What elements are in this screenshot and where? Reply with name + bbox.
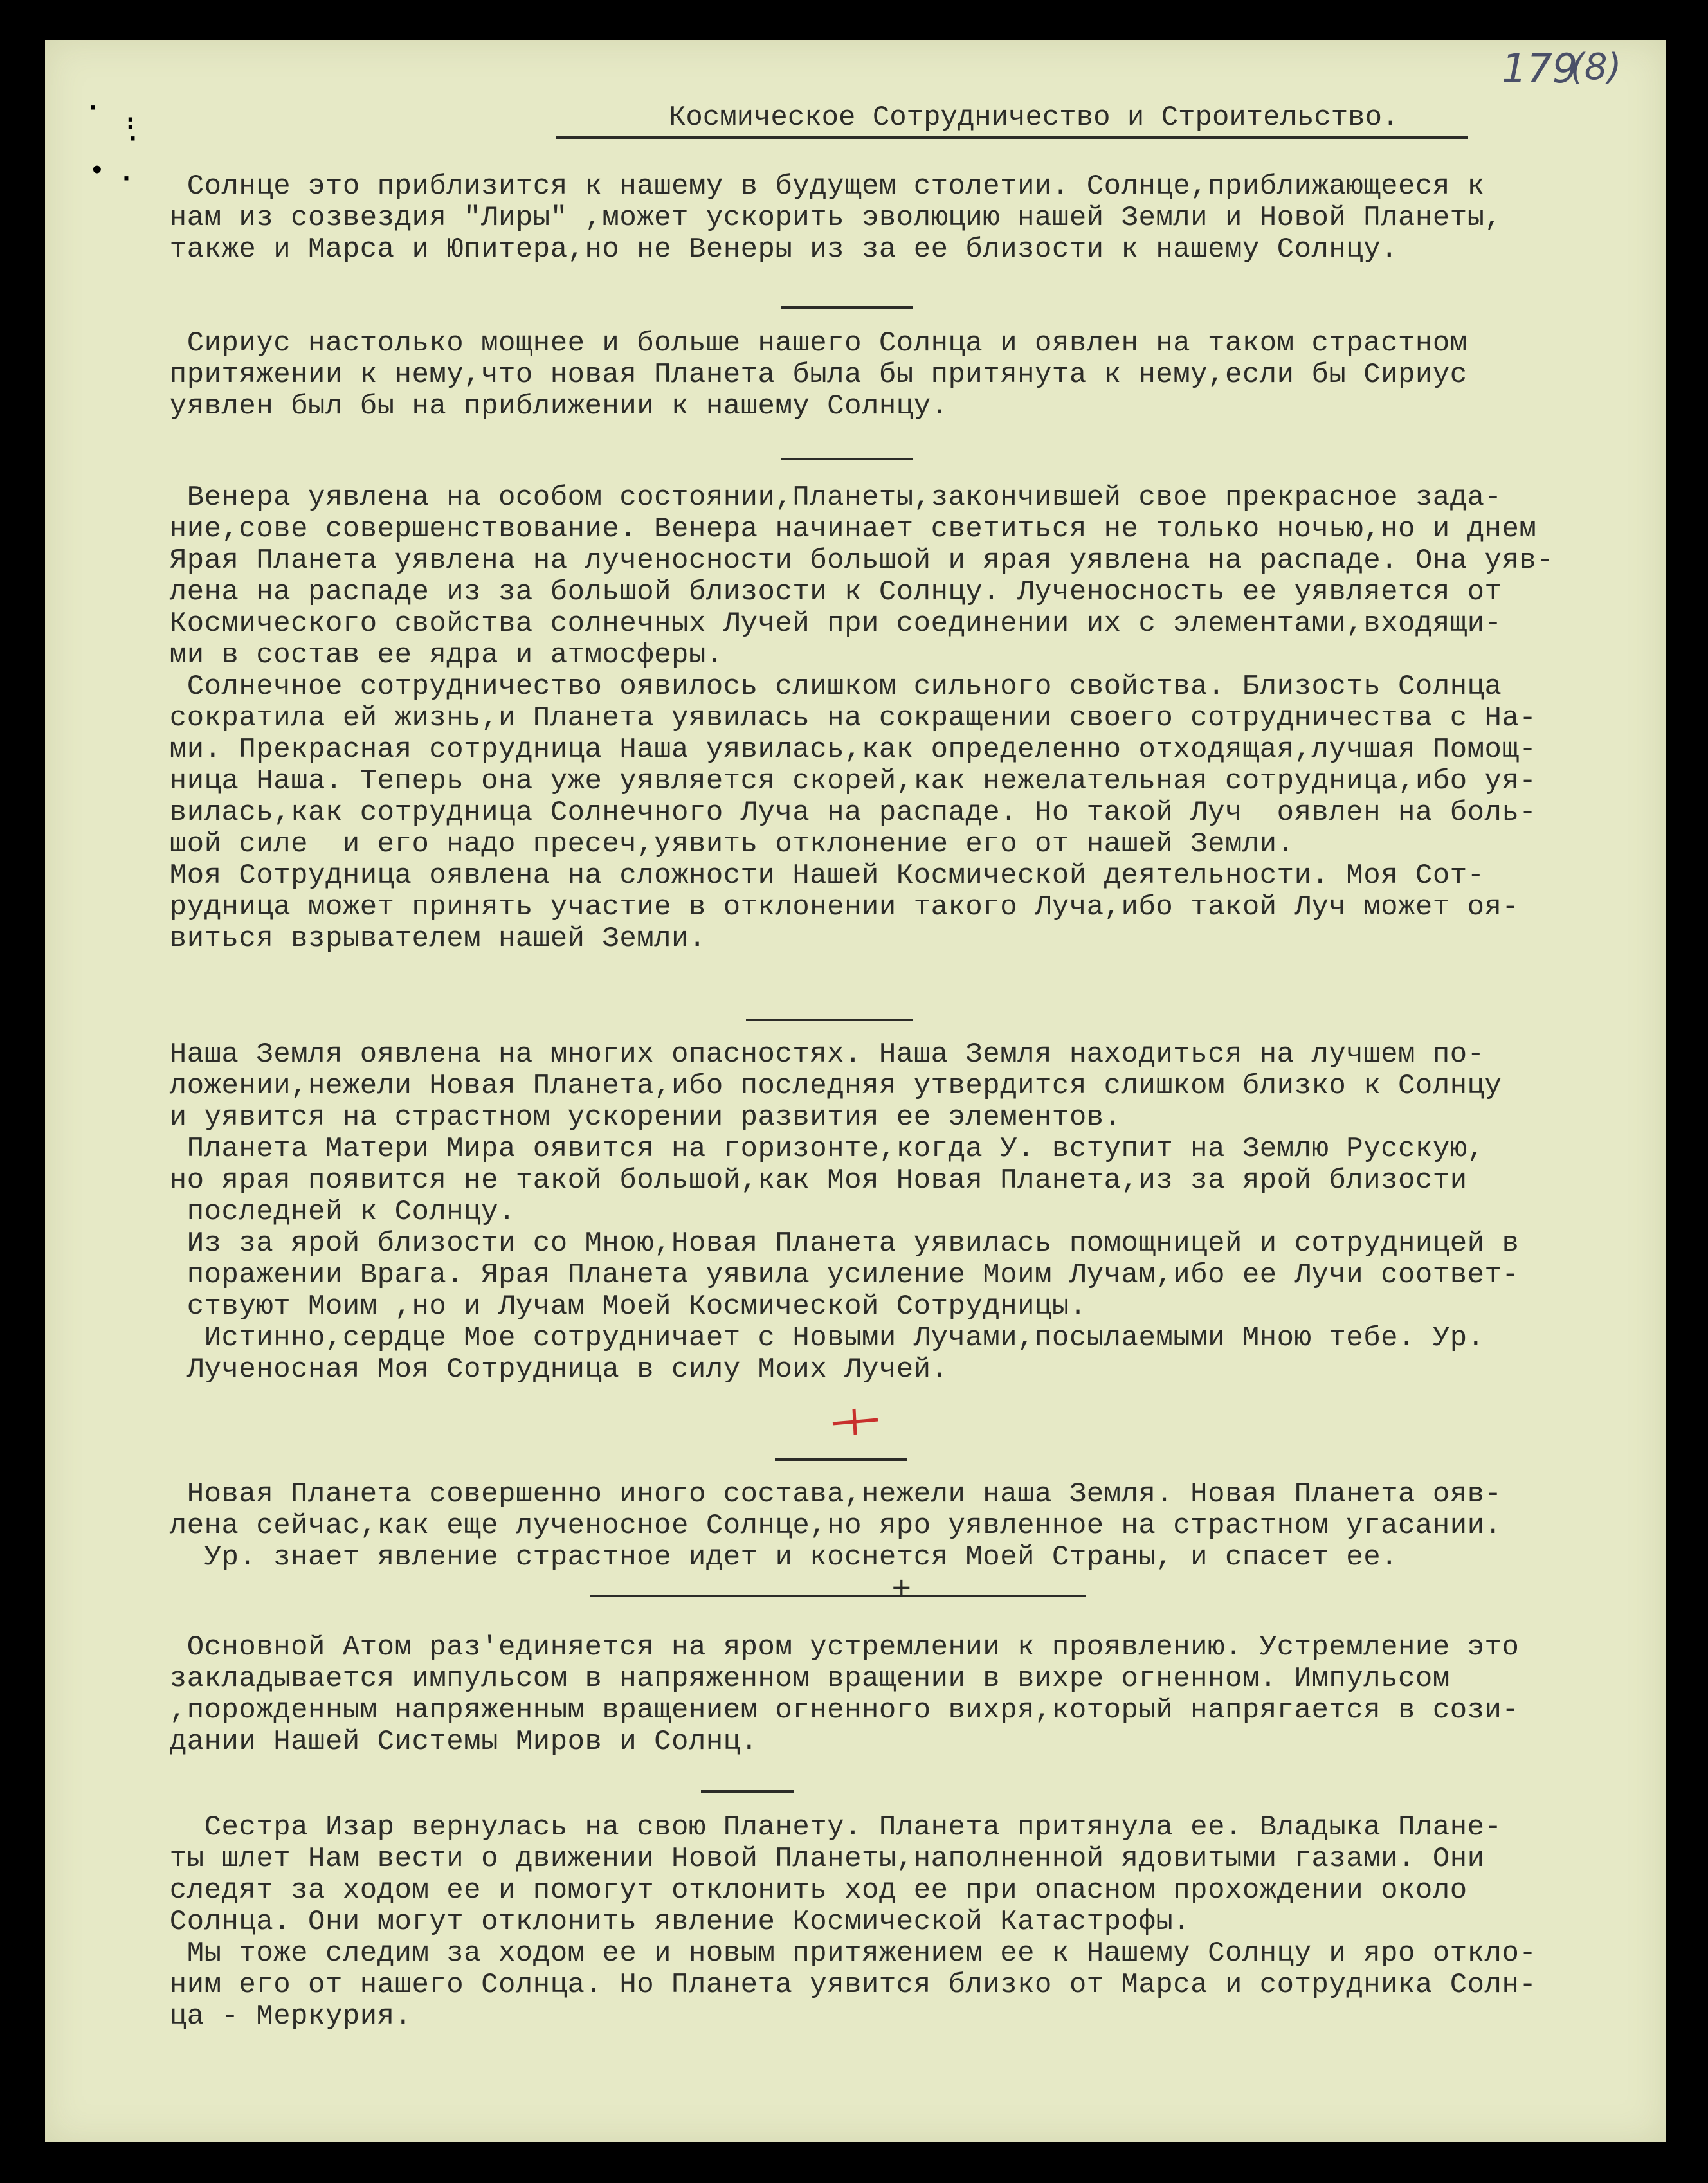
text-line: ствуют Моим ,но и Лучам Моей Космической Сотрудницы. xyxy=(135,1291,1087,1323)
red-cross-mark xyxy=(830,1406,881,1438)
text-line: Из за ярой близости со Мною,Новая Планета уявилась помощницей и сотрудницей в xyxy=(135,1227,1520,1260)
section-separator xyxy=(781,306,913,309)
paragraph-5 xyxy=(135,1479,1502,1573)
text-line: ним его от нашего Солнца. Но Планета уявится близко от Марса и сотрудника Солн- xyxy=(135,1969,1537,2001)
text-line: но ярая появится не такой большой,как Моя Новая Планета,из за ярой близости xyxy=(135,1164,1467,1197)
text-line: виться взрывателем нашей Земли. xyxy=(135,923,706,955)
page-number-alt: (8) xyxy=(1570,46,1622,88)
text-line: последней к Солнцу. xyxy=(135,1196,516,1228)
margin-mark: : xyxy=(126,109,135,135)
margin-mark: · xyxy=(122,166,131,192)
pencil-cross-mark: + xyxy=(891,1573,913,1602)
text-line: закладывается импульсом в напряженном вращении в вихре огненном. Импульсом xyxy=(135,1663,1450,1695)
section-separator xyxy=(701,1790,794,1793)
text-line: ца - Меркурия. xyxy=(135,2000,412,2033)
paragraph-6 xyxy=(135,1632,1519,1758)
document-title: Космическое Сотрудничество и Строительство. xyxy=(669,102,1399,134)
margin-mark: · xyxy=(129,126,137,152)
paragraph-7 xyxy=(135,1812,1536,2033)
section-separator xyxy=(775,1458,907,1461)
text-line: Космического свойства солнечных Лучей при соединении их с элементами,входящи- xyxy=(135,608,1502,640)
text-line: ние,сове совершенствование. Венера начинает светиться не только ночью,но и днем xyxy=(135,513,1537,545)
text-line: Солнца. Они могут отклонить явление Космической Катастрофы. xyxy=(135,1906,1191,1938)
text-line: притяжении к нему,что новая Планета была бы притянута к нему,если бы Сириус xyxy=(135,359,1467,391)
section-separator xyxy=(746,1019,913,1021)
text-line: Моя Сотрудница оявлена на сложности Нашей Космической деятельности. Моя Сот- xyxy=(135,860,1485,892)
text-line: Лученосная Моя Сотрудница в силу Моих Лучей. xyxy=(135,1354,949,1386)
section-separator xyxy=(590,1595,1086,1597)
text-line: Наша Земля оявлена на многих опасностях. Наша Земля находиться на лучшем по- xyxy=(135,1038,1485,1071)
text-line: ми. Прекрасная сотрудница Наша уявилась,как определенно отходящая,лучшая Помощ- xyxy=(135,734,1537,766)
text-line: ми в состав ее ядра и атмосферы. xyxy=(135,639,723,671)
margin-mark: · xyxy=(89,95,97,121)
text-line: Солнечное сотрудничество оявилось слишком сильного свойства. Близость Солнца xyxy=(135,671,1502,703)
paragraph-2 xyxy=(135,328,1467,422)
section-separator xyxy=(781,458,913,460)
text-line: Ур. знает явление страстное идет и коснется Моей Страны, и спасет ее. xyxy=(135,1541,1399,1573)
text-line: Мы тоже следим за ходом ее и новым притяжением ее к Нашему Солнцу и яро откло- xyxy=(135,1937,1537,1970)
text-line: ница Наша. Теперь она уже уявляется скорей,как нежелательная сотрудница,ибо уя- xyxy=(135,765,1537,797)
text-line: Основной Атом раз'единяется на яром устремлении к проявлению. Устремление это xyxy=(135,1631,1520,1663)
paragraph-1 xyxy=(135,171,1502,266)
margin-mark: • xyxy=(90,158,104,183)
text-line: Сириус настолько мощнее и больше нашего Солнца и оявлен на таком страстном xyxy=(135,327,1467,359)
text-line: ты шлет Нам вести о движении Новой Планеты,наполненной ядовитыми газами. Они xyxy=(135,1843,1485,1875)
text-line: и уявится на страстном ускорении развития ее элементов. xyxy=(135,1101,1122,1134)
page-number: 179 xyxy=(1502,45,1578,92)
text-line: Ярая Планета уявлена на лученосности большой и ярая уявлена на распаде. Она уяв- xyxy=(135,545,1554,577)
text-line: Венера уявлена на особом состоянии,Планеты,закончившей свое прекрасное зада- xyxy=(135,482,1502,514)
title-underline xyxy=(556,136,1468,139)
text-line: нам из созвездия "Лиры" ,может ускорить эволюцию нашей Земли и Новой Планеты, xyxy=(135,202,1502,234)
paragraph-3 xyxy=(135,482,1554,955)
paragraph-4 xyxy=(135,1039,1519,1386)
text-line: рудница может принять участие в отклонении такого Луча,ибо такой Луч может оя- xyxy=(135,891,1520,923)
text-line: Сестра Изар вернулась на свою Планету. Планета притянула ее. Владыка Плане- xyxy=(135,1811,1502,1843)
text-line: шой силе и его надо пресеч,уявить отклонение его от нашей Земли. xyxy=(135,828,1295,860)
text-line: Новая Планета совершенно иного состава,нежели наша Земля. Новая Планета ояв- xyxy=(135,1478,1502,1510)
text-line: вилась,как сотрудница Солнечного Луча на распаде. Но такой Луч оявлен на боль- xyxy=(135,797,1537,829)
text-line: ложении,нежели Новая Планета,ибо последняя утвердится слишком близко к Солнцу xyxy=(135,1070,1502,1102)
text-line: уявлен был бы на приближении к нашему Солнцу. xyxy=(135,390,949,422)
text-line: лена сейчас,как еще лученосное Солнце,но яро уявленное на страстном угасании. xyxy=(135,1510,1502,1542)
text-line: дании Нашей Системы Миров и Солнц. xyxy=(135,1726,758,1758)
text-line: сократила ей жизнь,и Планета уявилась на сокращении своего сотрудничества с На- xyxy=(135,702,1537,734)
text-line: следят за ходом ее и помогут отклонить ход ее при опасном прохождении около xyxy=(135,1874,1467,1907)
text-line: также и Марса и Юпитера,но не Венеры из за ее близости к нашему Солнцу. xyxy=(135,233,1399,266)
text-line: Солнце это приблизится к нашему в будущем столетии. Солнце,приближающееся к xyxy=(135,170,1485,203)
text-line: лена на распаде из за большой близости к Солнцу. Лученосность ее уявляется от xyxy=(135,576,1502,608)
text-line: поражении Врага. Ярая Планета уявила усиление Моим Лучам,ибо ее Лучи соответ- xyxy=(135,1259,1520,1291)
text-line: Истинно,сердце Мое сотрудничает с Новыми Лучами,посылаемыми Мною тебе. Ур. xyxy=(135,1322,1485,1354)
text-line: Планета Матери Мира оявится на горизонте,когда У. вступит на Землю Русскую, xyxy=(135,1133,1485,1165)
text-line: ,порожденным напряженным вращением огненного вихря,который напрягается в сози- xyxy=(135,1694,1520,1726)
